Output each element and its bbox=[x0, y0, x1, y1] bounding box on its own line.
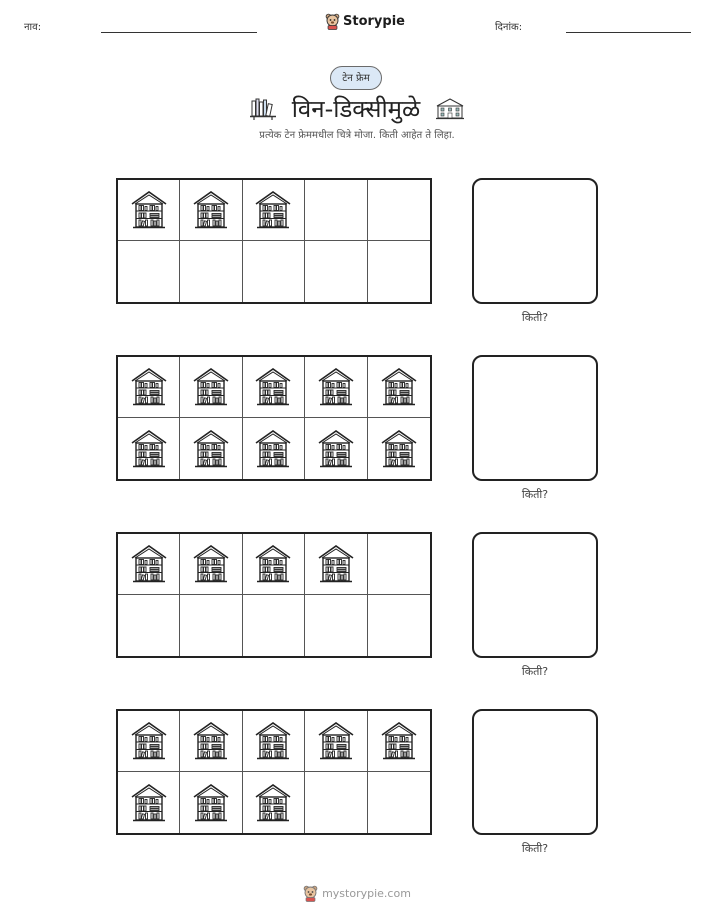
frame-cell bbox=[368, 711, 430, 772]
library-building-icon bbox=[317, 544, 355, 584]
ten-frame-2 bbox=[116, 355, 432, 481]
instructions: प्रत्येक टेन फ्रेममधील चित्रे मोजा. किती आहेत ते लिहा. bbox=[259, 130, 455, 141]
frame-cell bbox=[180, 180, 242, 241]
footer bbox=[0, 885, 714, 902]
frame-cell bbox=[118, 357, 180, 418]
ten-frame-3 bbox=[116, 532, 432, 658]
frame-cell bbox=[368, 534, 430, 595]
frame-cell bbox=[243, 772, 305, 833]
frame-cell bbox=[180, 241, 242, 302]
frame-cell bbox=[368, 772, 430, 833]
frame-cell bbox=[368, 241, 430, 302]
frame-cell bbox=[368, 357, 430, 418]
frame-cell bbox=[305, 534, 367, 595]
frame-cell bbox=[368, 180, 430, 241]
frame-cell bbox=[180, 418, 242, 479]
answer-label-4: किती? bbox=[521, 842, 549, 855]
bookshelf-icon bbox=[249, 97, 277, 121]
library-building-icon bbox=[254, 783, 292, 823]
date-label: दिनांक: bbox=[495, 22, 523, 33]
frame-cell bbox=[305, 357, 367, 418]
brand bbox=[325, 13, 405, 30]
footer-url: mystorypie.com bbox=[322, 887, 411, 900]
page-title: विन-डिक्सीमुळे bbox=[291, 95, 421, 123]
frame-cell bbox=[368, 418, 430, 479]
library-building-icon bbox=[192, 544, 230, 584]
answer-label-2: किती? bbox=[521, 488, 549, 501]
library-building-icon bbox=[192, 721, 230, 761]
bear-logo-icon bbox=[303, 885, 318, 902]
frame-cell bbox=[243, 357, 305, 418]
frame-cell bbox=[118, 772, 180, 833]
answer-label-1: किती? bbox=[521, 311, 549, 324]
frame-cell bbox=[305, 772, 367, 833]
frame-cell bbox=[180, 711, 242, 772]
library-building-icon bbox=[435, 98, 465, 120]
library-building-icon bbox=[130, 190, 168, 230]
library-building-icon bbox=[254, 367, 292, 407]
bear-logo-icon bbox=[325, 13, 340, 30]
brand-name: Storypie bbox=[343, 14, 405, 29]
library-building-icon bbox=[380, 721, 418, 761]
frame-cell bbox=[243, 418, 305, 479]
library-building-icon bbox=[380, 367, 418, 407]
frame-cell bbox=[118, 534, 180, 595]
frame-cell bbox=[243, 711, 305, 772]
frame-cell bbox=[305, 595, 367, 656]
frame-cell bbox=[305, 711, 367, 772]
answer-box-4[interactable] bbox=[472, 709, 598, 835]
frame-cell bbox=[243, 534, 305, 595]
frame-cell bbox=[305, 241, 367, 302]
frame-cell bbox=[180, 534, 242, 595]
frame-cell bbox=[243, 241, 305, 302]
frame-cell bbox=[118, 241, 180, 302]
library-building-icon bbox=[317, 429, 355, 469]
library-building-icon bbox=[317, 721, 355, 761]
name-line[interactable] bbox=[101, 32, 257, 33]
frame-cell bbox=[118, 595, 180, 656]
library-building-icon bbox=[130, 544, 168, 584]
ten-frame-4 bbox=[116, 709, 432, 835]
library-building-icon bbox=[254, 429, 292, 469]
library-building-icon bbox=[192, 429, 230, 469]
answer-box-1[interactable] bbox=[472, 178, 598, 304]
frame-cell bbox=[118, 180, 180, 241]
library-building-icon bbox=[130, 429, 168, 469]
frame-cell bbox=[243, 595, 305, 656]
library-building-icon bbox=[192, 783, 230, 823]
frame-cell bbox=[305, 180, 367, 241]
library-building-icon bbox=[192, 190, 230, 230]
frame-cell bbox=[118, 418, 180, 479]
title-row bbox=[0, 92, 714, 125]
frame-cell bbox=[180, 357, 242, 418]
topic-badge: टेन फ्रेम bbox=[330, 66, 382, 90]
library-building-icon bbox=[380, 429, 418, 469]
frame-cell bbox=[305, 418, 367, 479]
frame-cell bbox=[368, 595, 430, 656]
library-building-icon bbox=[317, 367, 355, 407]
answer-box-3[interactable] bbox=[472, 532, 598, 658]
library-building-icon bbox=[130, 783, 168, 823]
library-building-icon bbox=[130, 721, 168, 761]
name-label: नाव: bbox=[24, 22, 42, 33]
date-line[interactable] bbox=[566, 32, 691, 33]
answer-label-3: किती? bbox=[521, 665, 549, 678]
answer-box-2[interactable] bbox=[472, 355, 598, 481]
library-building-icon bbox=[254, 190, 292, 230]
library-building-icon bbox=[254, 721, 292, 761]
ten-frame-1 bbox=[116, 178, 432, 304]
frame-cell bbox=[180, 772, 242, 833]
frame-cell bbox=[243, 180, 305, 241]
library-building-icon bbox=[192, 367, 230, 407]
library-building-icon bbox=[130, 367, 168, 407]
frame-cell bbox=[118, 711, 180, 772]
library-building-icon bbox=[254, 544, 292, 584]
frame-cell bbox=[180, 595, 242, 656]
